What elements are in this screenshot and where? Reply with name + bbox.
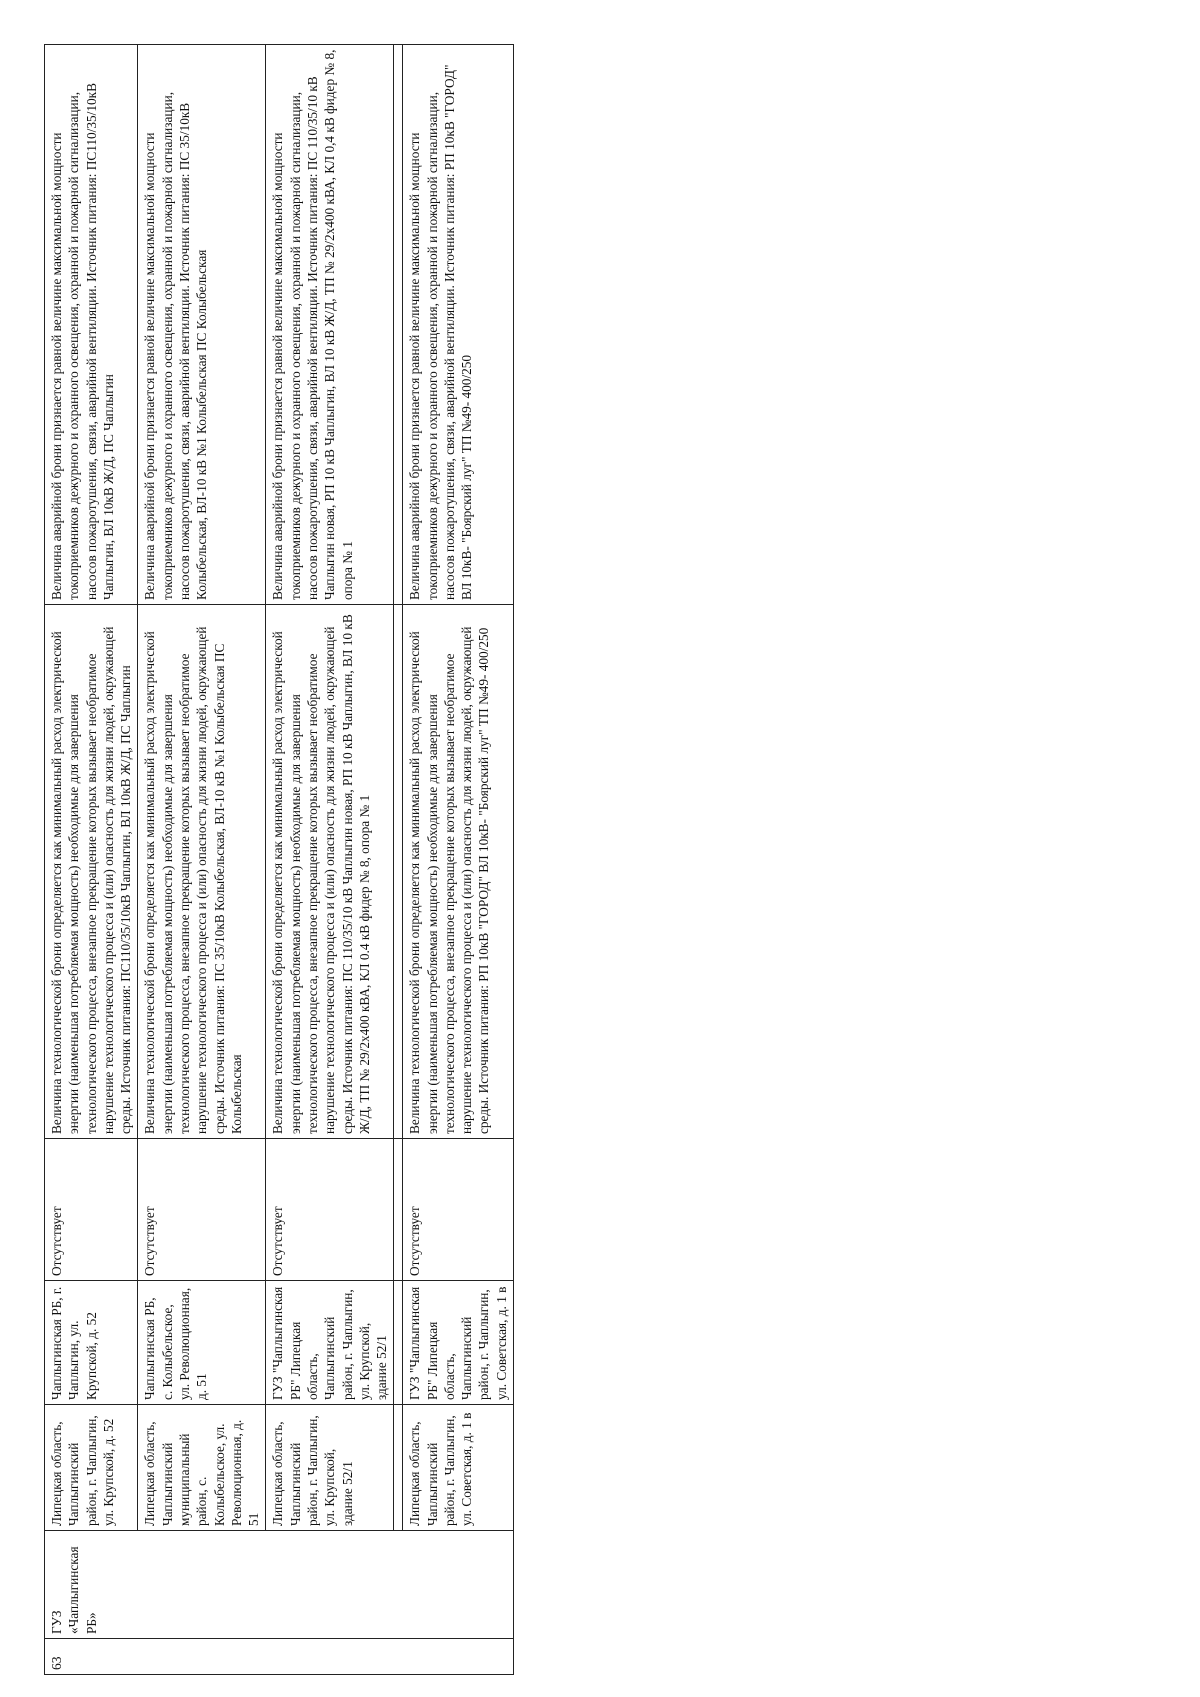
row-number-cell: 63 xyxy=(45,1639,514,1675)
owner-address-cell: ГУЗ "Чаплыгинская РБ" Липецкая область, Чаплыгинский район, г. Чаплыгин, ул. Советская, д. 1 в xyxy=(403,1281,514,1405)
owner-address-cell: Чаплыгинская РБ, г. Чаплыгин, ул. Крупской, д. 52 xyxy=(45,1281,138,1405)
technological-reserve-cell: Величина технологической брони определяется как минимальный расход электрической энергии (наименьшая потребляемая мощность) необходимые для завершения технологического процесса, внезапное прекращение которых вызывает необратимое нарушение технологического процесса и (или) опасность для жизни людей, окружающей среды. Источник питания: ПС 110/35/10 кВ Чаплыгин новая, РП 10 кВ Чаплыгин, ВЛ 10 кВ Ж/Д, ТП № 29/2х400 кВА, КЛ 0.4 кВ фидер № 8, опора № 1 xyxy=(266,605,394,1139)
status-cell: Отсутствует xyxy=(138,1139,266,1281)
organization-cell: ГУЗ «Чаплыгинская РБ» xyxy=(45,1531,514,1639)
owner-address-cell: ГУЗ "Чаплыгинская РБ" Липецкая область, Чаплыгинский район, г. Чаплыгин, ул. Крупской, здание 52/1 xyxy=(266,1281,394,1405)
location-cell: Липецкая область, Чаплыгинский район, г. Чаплыгин, ул. Советская, д. 1 в xyxy=(403,1405,514,1531)
technological-reserve-cell: Величина технологической брони определяется как минимальный расход электрической энергии (наименьшая потребляемая мощность) необходимые для завершения технологического процесса, внезапное прекращение которых вызывает необратимое нарушение технологического процесса и (или) опасность для жизни людей, окружающей среды. Источник питания: ПС 35/10кВ Колыбельская, ВЛ-10 кВ №1 Колыбельская ПС Колыбельская xyxy=(138,605,266,1139)
status-cell: Отсутствует xyxy=(403,1139,514,1281)
location-cell: Липецкая область, Чаплыгинский район, г. Чаплыгин, ул. Крупской, здание 52/1 xyxy=(266,1405,394,1531)
technological-reserve-cell: Величина технологической брони определяется как минимальный расход электрической энергии (наименьшая потребляемая мощность) необходимые для завершения технологического процесса, внезапное прекращение которых вызывает необратимое нарушение технологического процесса и (или) опасность для жизни людей, окружающей среды. Источник питания: РП 10кВ "ГОРОД" ВЛ 10кВ- "Боярский луг" ТП №49- 400/250 xyxy=(403,605,514,1139)
table-row xyxy=(266,45,394,1675)
power-reserve-table xyxy=(44,44,514,1675)
emergency-reserve-cell: Величина аварийной брони признается равной величине максимальной мощности токоприемников дежурного и охранного освещения, охранной и пожарной сигнализации, насосов пожаротушения, связи, аварийной вентиляции. Источник питания: ПС 35/10кВ Колыбельская, ВЛ-10 кВ №1 Колыбельская ПС Колыбельская xyxy=(138,45,266,605)
location-cell: Липецкая область, Чаплыгинский район, г. Чаплыгин, ул. Крупской, д. 52 xyxy=(45,1405,138,1531)
technological-reserve-cell: Величина технологической брони определяется как минимальный расход электрической энергии (наименьшая потребляемая мощность) необходимые для завершения технологического процесса, внезапное прекращение которых вызывает необратимое нарушение технологического процесса и (или) опасность для жизни людей, окружающей среды. Источник питания: ПС110/35/10кВ Чаплыгин, ВЛ 10кВ Ж/Д, ПС Чаплыгин xyxy=(45,605,138,1139)
table-spacer-row xyxy=(394,45,403,1675)
emergency-reserve-cell: Величина аварийной брони признается равной величине максимальной мощности токоприемников дежурного и охранного освещения, охранной и пожарной сигнализации, насосов пожаротушения, связи, аварийной вентиляции. Источник питания: РП 10кВ "ГОРОД" ВЛ 10кВ- "Боярский луг" ТП №49- 400/250 xyxy=(403,45,514,605)
table-row xyxy=(403,45,514,1675)
table-row xyxy=(45,45,138,1675)
status-cell: Отсутствует xyxy=(266,1139,394,1281)
rotated-landscape-table xyxy=(44,45,1140,1675)
emergency-reserve-cell: Величина аварийной брони признается равной величине максимальной мощности токоприемников дежурного и охранного освещения, охранной и пожарной сигнализации, насосов пожаротушения, связи, аварийной вентиляции. Источник питания: ПС 110/35/10 кВ Чаплыгин новая, РП 10 кВ Чаплыгин, ВЛ 10 кВ Ж/Д, ТП № 29/2х400 кВА, КЛ 0,4 кВ фидер № 8, опора № 1 xyxy=(266,45,394,605)
status-cell: Отсутствует xyxy=(45,1139,138,1281)
owner-address-cell: Чаплыгинская РБ, с. Колыбельское, ул. Революционная, д. 51 xyxy=(138,1281,266,1405)
table-row xyxy=(138,45,266,1675)
location-cell: Липецкая область, Чаплыгинский муниципальный район, с. Колыбельское, ул. Революционная, д. 51 xyxy=(138,1405,266,1531)
emergency-reserve-cell: Величина аварийной брони признается равной величине максимальной мощности токоприемников дежурного и охранного освещения, охранной и пожарной сигнализации, насосов пожаротушения, связи, аварийной вентиляции. Источник питания: ПС110/35/10кВ Чаплыгин, ВЛ 10кВ Ж/Д, ПС Чаплыгин xyxy=(45,45,138,605)
